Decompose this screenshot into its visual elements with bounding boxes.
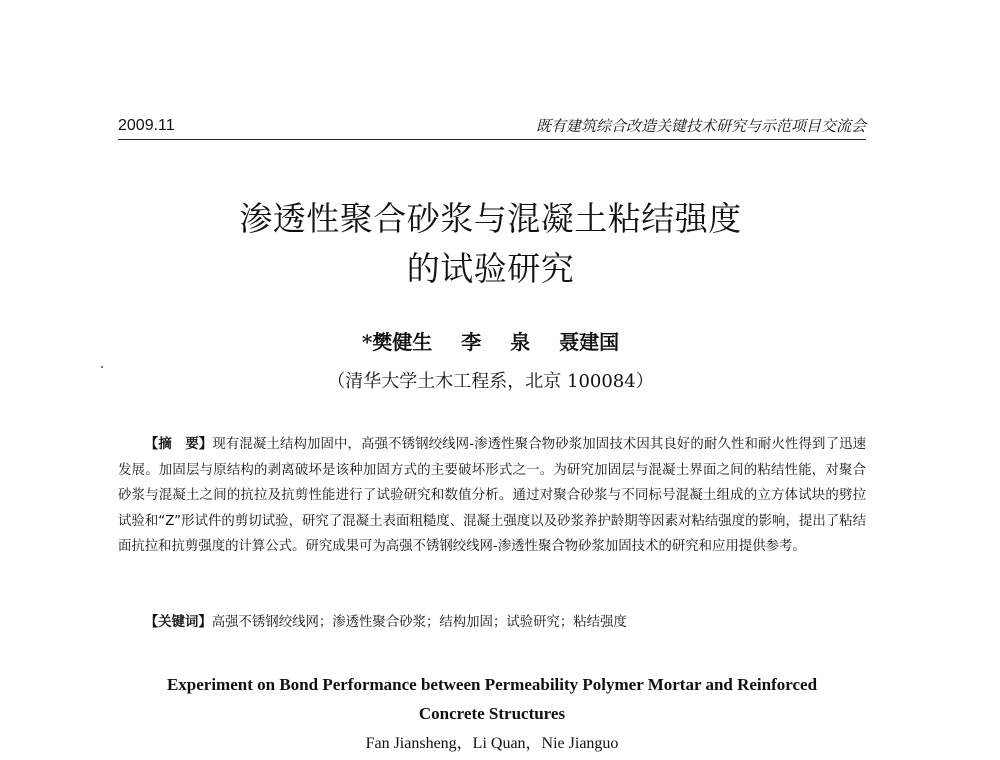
paper-title-en bbox=[118, 670, 866, 728]
abstract-label: 【摘 要】 bbox=[144, 437, 213, 452]
authors-en: Fan Jiansheng，Li Quan，Nie Jianguo bbox=[365, 735, 619, 752]
keywords-cn bbox=[118, 610, 866, 635]
affiliation-cn: （清华大学土木工程系，北京 100084） bbox=[327, 371, 654, 392]
header-date: 2009.11 bbox=[118, 117, 175, 134]
paper-title-cn-line-2: 的试验研究 bbox=[406, 249, 575, 288]
keywords-label: 【关键词】 bbox=[144, 615, 212, 630]
header-rule bbox=[118, 139, 866, 140]
keywords-text: 高强不锈钢绞线网；渗透性聚合砂浆；结构加固；试验研究；粘结强度 bbox=[211, 615, 627, 630]
abstract-text: 现有混凝土结构加固中，高强不锈钢绞线网-渗透性聚合物砂浆加固技术因其良好的耐久性和耐火性得到了迅速发展。加固层与原结构的剥离破坏是该种加固方式的主要破坏形式之一。为研究加固层与混凝土界面之间的粘结性能，对聚合砂浆与混凝土之间的抗拉及抗剪性能进行了试验研究和数值分析。通过对聚合砂浆与不同标号混凝土组成的立方体试块的劈拉试验和“Z”形试件的剪切试验，研究了混凝土表面粗糙度、混凝土强度以及砂浆养护龄期等因素对粘结强度的影响，提出了粘结面抗拉和抗剪强度的计算公式。研究成果可为高强不锈钢绞线网-渗透性聚合物砂浆加固技术的研究和应用提供参考。 bbox=[118, 437, 866, 554]
paper-title-en-line-2: Concrete Structures bbox=[418, 704, 566, 723]
paper-title-en-line-1: Experiment on Bond Performance between Permeability Polymer Mortar and Reinforced bbox=[166, 675, 818, 694]
header-conference-title: 既有建筑综合改造关键技术研究与示范项目交流会 bbox=[535, 117, 866, 135]
abstract-cn bbox=[118, 432, 866, 560]
running-header bbox=[118, 115, 866, 139]
scan-speck bbox=[101, 366, 103, 368]
authors-cn: *樊健生 李 泉 聂建国 bbox=[361, 330, 620, 354]
paper-title-cn-line-1: 渗透性聚合砂浆与混凝土粘结强度 bbox=[239, 199, 742, 238]
